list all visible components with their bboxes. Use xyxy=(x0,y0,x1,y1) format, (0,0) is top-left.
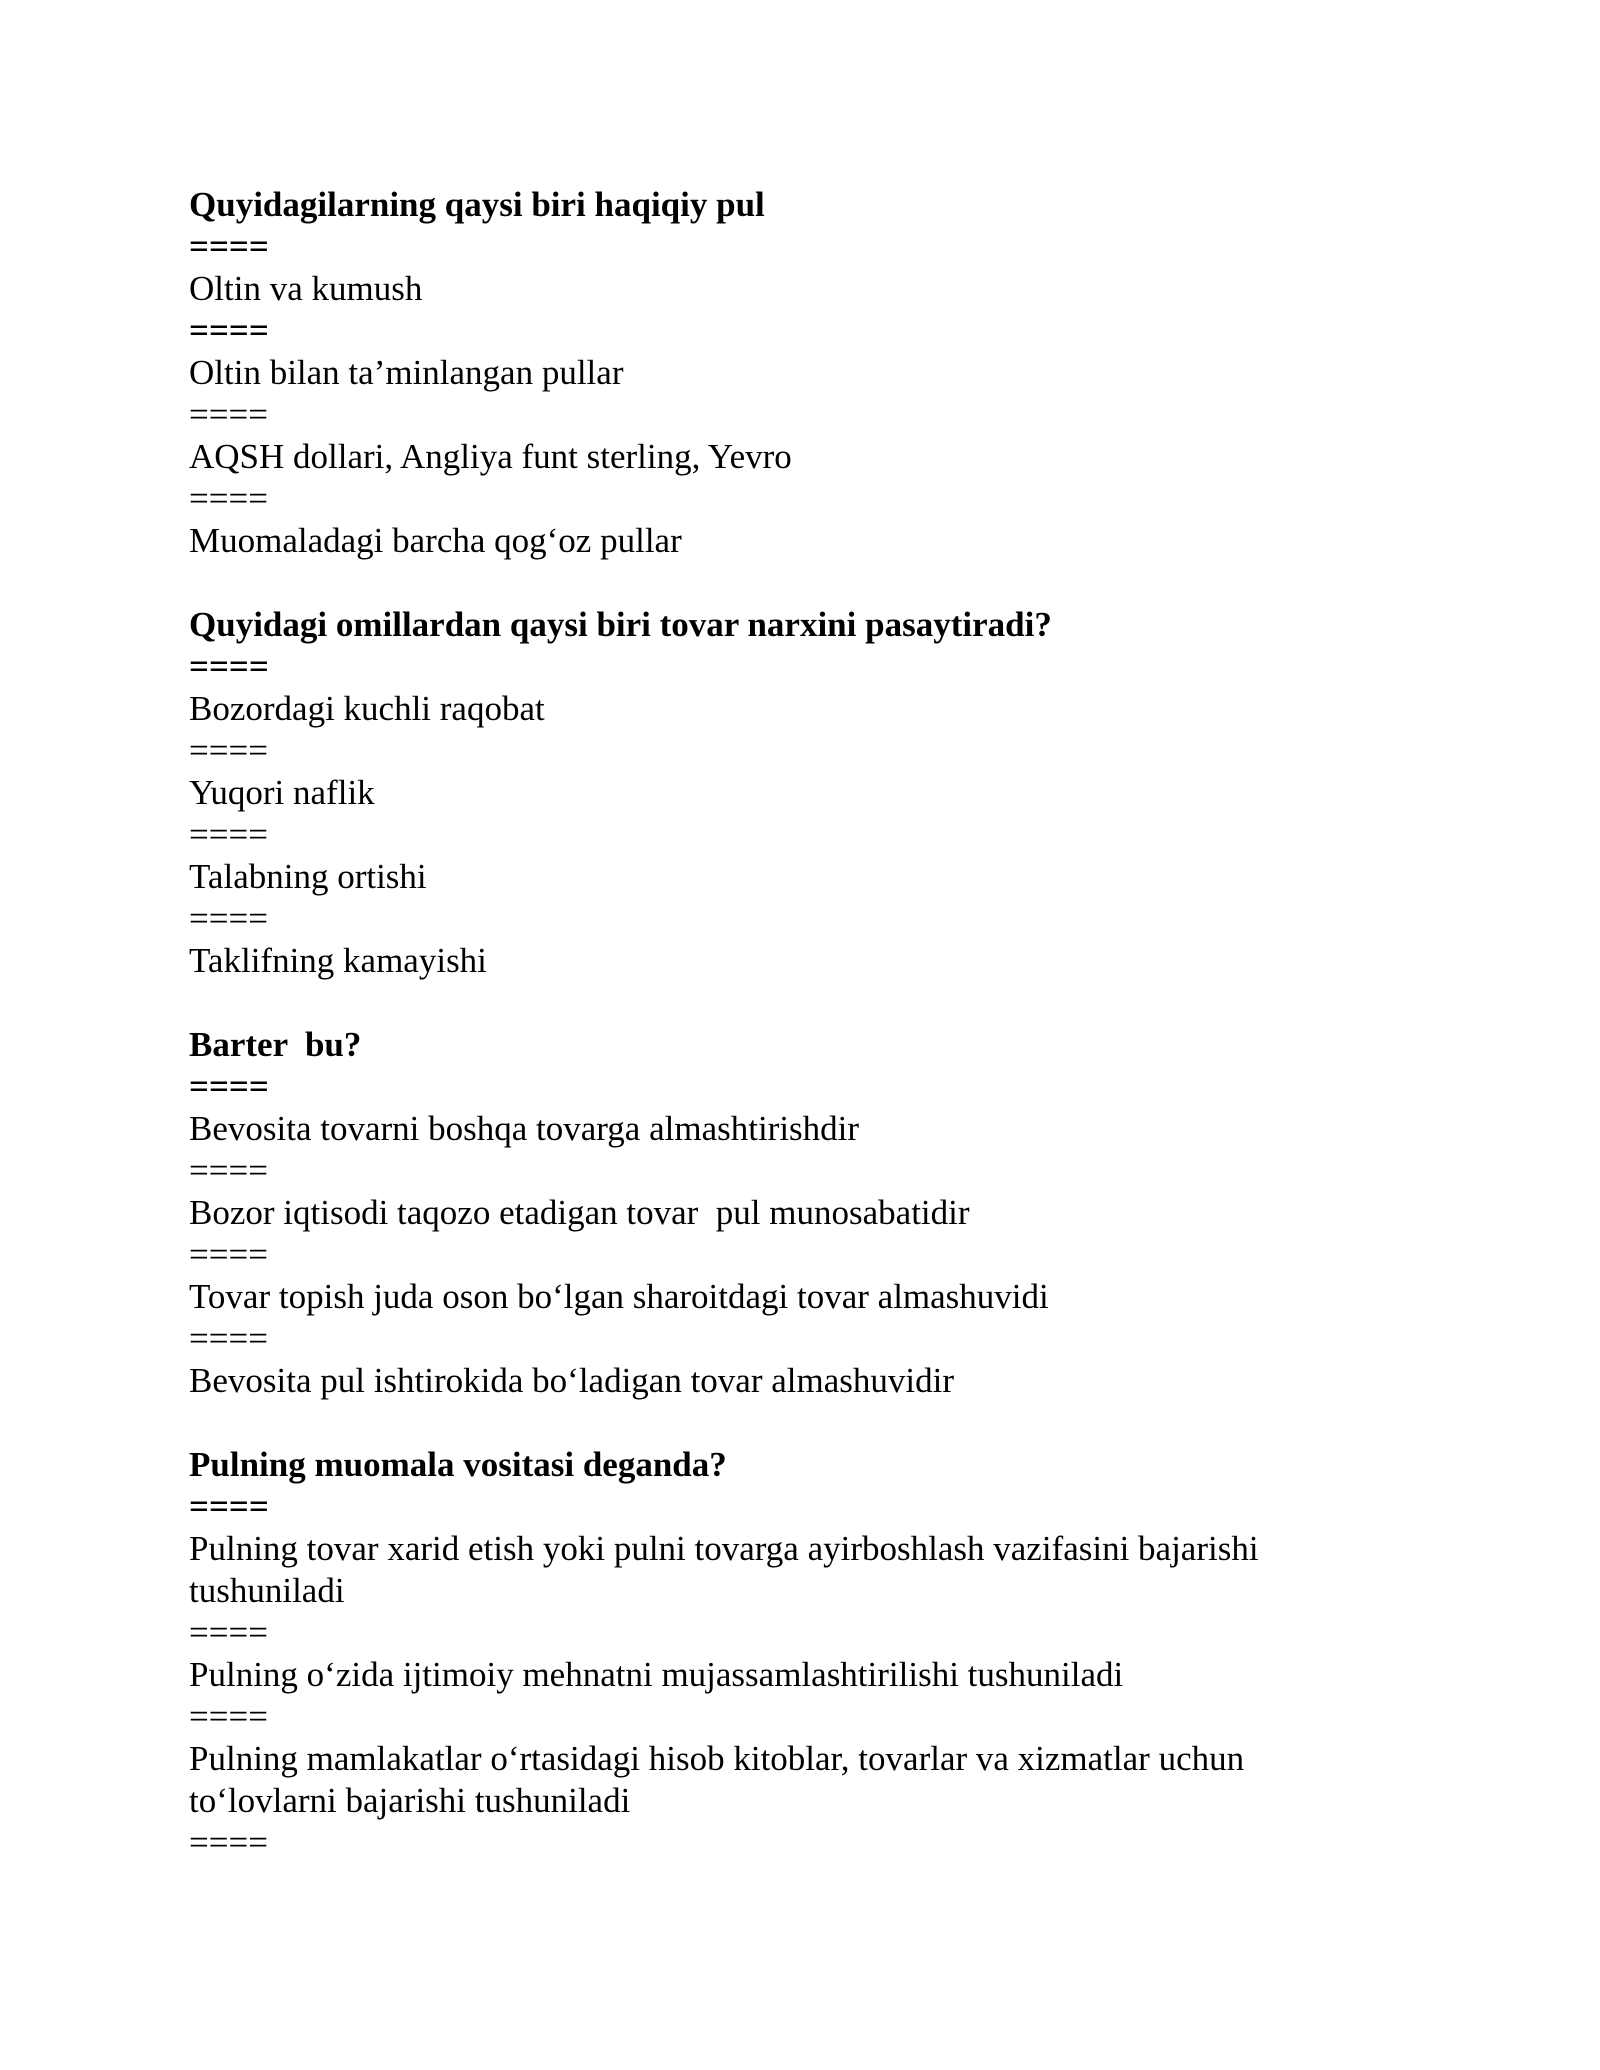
separator: ==== xyxy=(189,1823,268,1862)
separator: ==== xyxy=(189,1487,269,1526)
answer-option: Bozor iqtisodi taqozo etadigan tovar pul munosabatidir xyxy=(189,1193,970,1232)
answer-option: Bevosita pul ishtirokida bo‘ladigan tovar almashuvidir xyxy=(189,1361,954,1400)
answer-option: Pulning o‘zida ijtimoiy mehnatni mujassamlashtirilishi tushuniladi xyxy=(189,1655,1124,1694)
answer-option: Pulning mamlakatlar o‘rtasidagi hisob kitoblar, tovarlar va xizmatlar uchun to‘lovlarni bajarishi tushuniladi xyxy=(189,1739,1245,1820)
answer-option: AQSH dollari, Angliya funt sterling, Yevro xyxy=(189,437,792,476)
answer-option: Tovar topish juda oson bo‘lgan sharoitdagi tovar almashuvidi xyxy=(189,1277,1049,1316)
answer-option: Pulning tovar xarid etish yoki pulni tovarga ayirboshlash vazifasini bajarishi tushuniladi xyxy=(189,1529,1259,1610)
separator: ==== xyxy=(189,227,269,266)
separator: ==== xyxy=(189,647,269,686)
question-text: Quyidagilarning qaysi biri haqiqiy pul xyxy=(189,185,765,224)
separator: ==== xyxy=(189,899,268,938)
separator: ==== xyxy=(189,1067,269,1106)
document-page xyxy=(189,184,1439,1864)
answer-option: Oltin va kumush xyxy=(189,269,423,308)
question-text: Barter bu? xyxy=(189,1025,362,1064)
answer-option: Oltin bilan ta’minlangan pullar xyxy=(189,353,624,392)
question-block-3 xyxy=(189,1024,1439,1402)
answer-option: Bevosita tovarni boshqa tovarga almashtirishdir xyxy=(189,1109,860,1148)
question-block-1 xyxy=(189,184,1439,562)
separator: ==== xyxy=(189,815,268,854)
question-block-2 xyxy=(189,604,1439,982)
separator: ==== xyxy=(189,479,268,518)
separator: ==== xyxy=(189,1319,268,1358)
answer-option: Taklifning kamayishi xyxy=(189,941,487,980)
separator: ==== xyxy=(189,1697,268,1736)
question-text: Pulning muomala vositasi deganda? xyxy=(189,1445,727,1484)
separator: ==== xyxy=(189,1613,268,1652)
separator: ==== xyxy=(189,731,268,770)
answer-option: Bozordagi kuchli raqobat xyxy=(189,689,545,728)
separator: ==== xyxy=(189,1151,268,1190)
separator: ==== xyxy=(189,395,268,434)
separator: ==== xyxy=(189,1235,268,1274)
question-block-4 xyxy=(189,1444,1439,1864)
question-text: Quyidagi omillardan qaysi biri tovar narxini pasaytiradi? xyxy=(189,605,1052,644)
answer-option: Muomaladagi barcha qog‘oz pullar xyxy=(189,521,682,560)
answer-option: Yuqori naflik xyxy=(189,773,375,812)
answer-option: Talabning ortishi xyxy=(189,857,427,896)
separator: ==== xyxy=(189,311,269,350)
